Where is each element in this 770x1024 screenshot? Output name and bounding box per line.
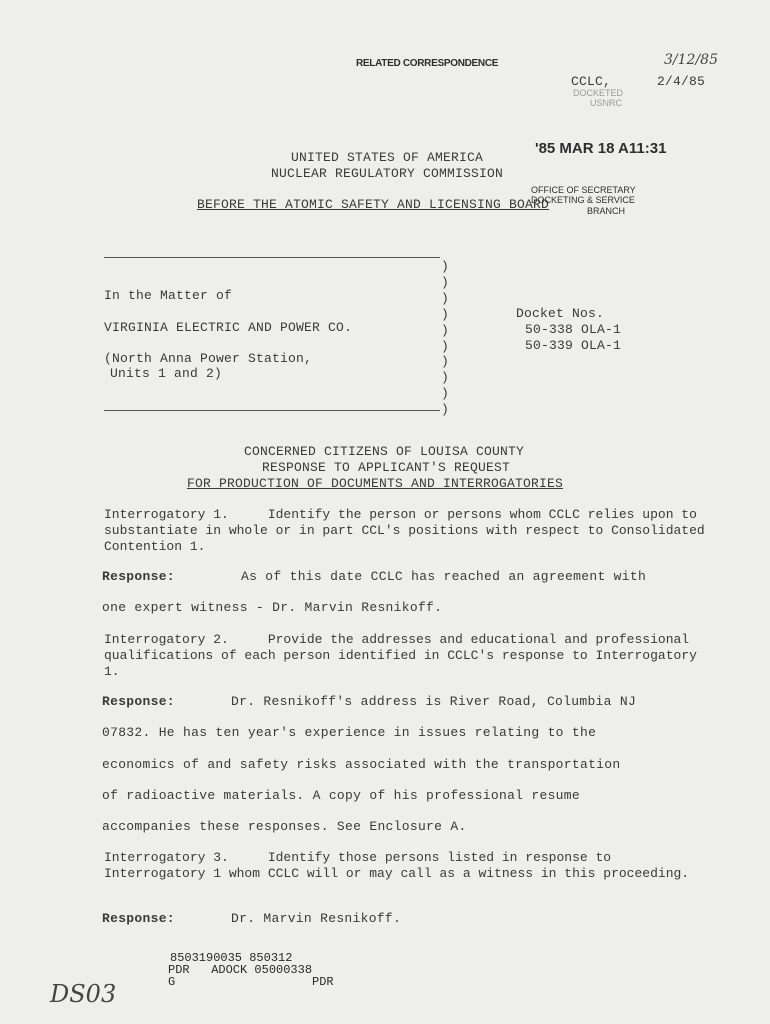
response-2-line-2: 07832. He has ten year's experience in issues relating to the [102, 725, 597, 740]
branch-stamp: BRANCH [587, 206, 626, 216]
caption-matter: In the Matter of [104, 288, 233, 303]
response-3-line-1: Dr. Marvin Resnikoff. [231, 911, 402, 926]
paren: ) [441, 274, 449, 290]
paren: ) [441, 354, 449, 370]
response-1-label: Response: [102, 569, 175, 584]
response-2-line-4: of radioactive materials. A copy of his professional resume [102, 788, 580, 803]
cclc-label: CCLC, [571, 74, 612, 89]
response-2-line-1: Dr. Resnikoff's address is River Road, Columbia NJ [231, 694, 637, 709]
handwritten-date: 3/12/85 [664, 52, 718, 68]
docket-number-2: 50-339 OLA-1 [525, 338, 622, 353]
paren: ) [441, 338, 449, 354]
docketed-stamp: DOCKETED [573, 88, 624, 98]
docket-number-1: 50-338 OLA-1 [525, 322, 622, 337]
heading-line-2: RESPONSE TO APPLICANT'S REQUEST [262, 460, 511, 475]
docketing-service-stamp: DOCKETING & SERVICE [531, 195, 635, 205]
typed-date: 2/4/85 [657, 74, 706, 89]
office-of-secretary-stamp: OFFICE OF SECRETARY [531, 185, 636, 195]
response-1-line-2: one expert witness - Dr. Marvin Resnikoff. [102, 600, 443, 615]
caption-company: VIRGINIA ELECTRIC AND POWER CO. [104, 320, 353, 335]
document-code-line-3: G PDR [168, 975, 334, 989]
heading-line-1: CONCERNED CITIZENS OF LOUISA COUNTY [244, 444, 525, 459]
title-line-3: BEFORE THE ATOMIC SAFETY AND LICENSING BOARD [197, 197, 550, 212]
paren: ) [441, 386, 449, 402]
caption-top-rule [104, 257, 440, 258]
caption-parentheses [441, 259, 449, 418]
response-2-line-3: economics of and safety risks associated with the transportation [102, 757, 621, 772]
usnrc-stamp: USNRC [590, 98, 623, 108]
response-2-label: Response: [102, 694, 175, 709]
received-date-stamp: '85 MAR 18 A11:31 [535, 140, 667, 157]
interrogatory-3: Interrogatory 3. Identify those persons listed in response to Interrogatory 1 whom CCLC will or may call as a witness in this proceeding. [104, 850, 690, 881]
document-code-line-2: PDR ADOCK 05000338 [168, 963, 313, 977]
paren: ) [441, 306, 449, 322]
paren: ) [441, 290, 449, 306]
heading-line-3: FOR PRODUCTION OF DOCUMENTS AND INTERROGATORIES [187, 476, 564, 491]
related-correspondence-stamp: RELATED CORRESPONDENCE [356, 58, 499, 69]
paren: ) [441, 322, 449, 338]
caption-station: (North Anna Power Station, [104, 351, 313, 366]
handwritten-initials: DS03 [50, 980, 117, 1008]
paren: ) [441, 402, 449, 418]
paren: ) [441, 259, 449, 274]
caption-units: Units 1 and 2) [110, 366, 223, 381]
title-line-2: NUCLEAR REGULATORY COMMISSION [271, 166, 504, 181]
response-3-label: Response: [102, 911, 175, 926]
paren: ) [441, 370, 449, 386]
document-code-line-1: 8503190035 850312 [170, 951, 293, 965]
response-2-line-5: accompanies these responses. See Enclosure A. [102, 819, 467, 834]
caption-bottom-rule [104, 410, 440, 411]
interrogatory-2: Interrogatory 2. Provide the addresses and educational and professional qualifications of each person identified in CCLC's response to Interrogatory 1. [104, 632, 705, 679]
interrogatory-1: Interrogatory 1. Identify the person or persons whom CCLC relies upon to substantiate in whole or in part CCL's positions with respect to Consolidated Contention 1. [104, 507, 713, 554]
docket-label: Docket Nos. [516, 306, 605, 321]
response-1-line-1: As of this date CCLC has reached an agreement with [241, 569, 647, 584]
title-line-1: UNITED STATES OF AMERICA [291, 150, 484, 165]
